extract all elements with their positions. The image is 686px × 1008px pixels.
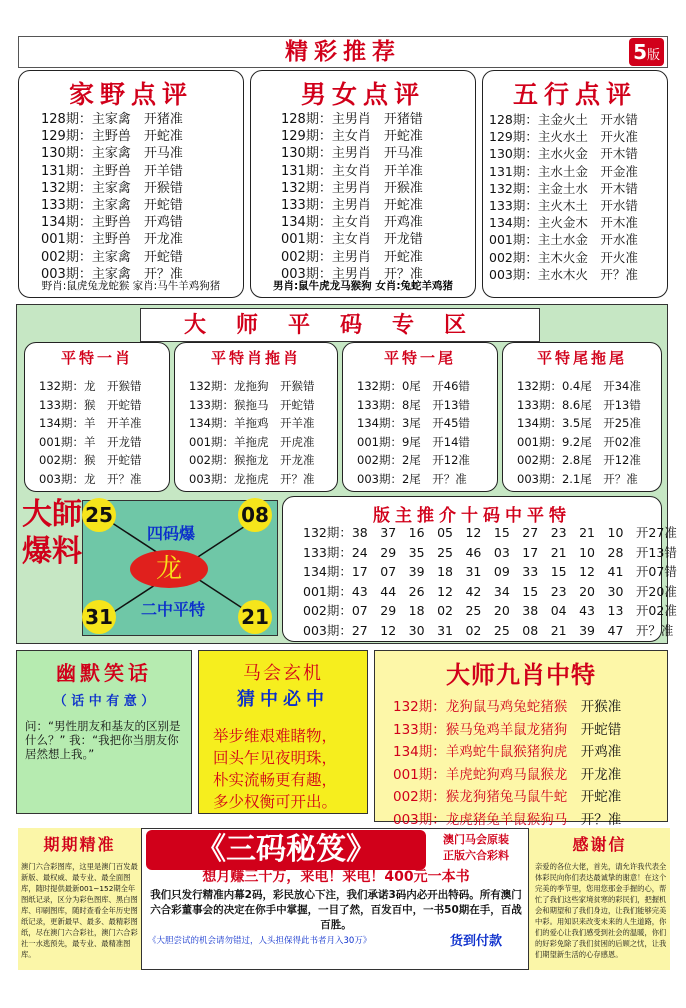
pingte-weituowei-panel (502, 342, 662, 492)
list-item: 001期：羊 开龙错 (39, 434, 142, 449)
list-item (393, 764, 667, 787)
list-item: 001期：主女肖 开龙错 (281, 232, 423, 248)
joke-body: 问：“男性朋友和基友的区别是什么？” 我：“我把你当朋友你居然想上我。” (25, 719, 181, 761)
horse-title: 马会玄机 (243, 663, 323, 684)
pingte-weituowei-title: 平特尾拖尾 (536, 349, 627, 367)
nannv-list (251, 111, 475, 283)
page-title: 精彩推荐 (285, 38, 401, 65)
list-item (393, 696, 667, 719)
list-item: 002期：07 29 18 02 25 20 38 04 43 13 开02准 (303, 603, 677, 618)
ten-code-title: 版主推介十码中平特 (373, 506, 571, 526)
list-item: 001期：9.2尾 开02准 (517, 434, 641, 449)
cod-label: 货到付款 (450, 934, 503, 949)
jiaye-panel (18, 70, 244, 298)
list-item: 134期：羊 开羊准 (39, 416, 142, 430)
list-item: 133期：8尾 开13错 (357, 397, 470, 412)
macau-line: 澳门马会原装 (443, 833, 509, 846)
joke-subtitle: （ 话 中 有 意 ） (53, 694, 155, 709)
baoliao-bottom-text: 二中平特 (141, 600, 206, 619)
nannv-footer: 男肖:鼠牛虎龙马猴狗 女肖:兔蛇羊鸡猪 (272, 280, 454, 292)
list-item: 134期：3尾 开45错 (357, 416, 470, 430)
list-item: 133期：主火木土 开水错 (489, 198, 638, 214)
nine-panel (374, 650, 668, 828)
list-item: 134期：17 07 39 18 31 09 33 15 12 41 开07错 (303, 564, 677, 579)
list-item: 003期：龙 开？准 (39, 471, 142, 486)
pingte-yiwei-title: 平特一尾 (383, 349, 456, 367)
list-item: 132期：0尾 开46错 (357, 379, 470, 393)
version-suffix: 版 (646, 48, 660, 63)
list-item: 128期：主金火土 开水错 (489, 112, 638, 127)
macau-label (426, 832, 526, 864)
list-item: 002期：2.8尾 开12准 (517, 453, 641, 467)
list-item: 134期：3.5尾 开25准 (517, 416, 641, 430)
list-item: 001期：主土水金 开水准 (489, 232, 638, 248)
pingte-xiaotuoxiao-list (175, 377, 337, 488)
list-item: 003期：龙拖虎 开？准 (189, 471, 315, 486)
jiaye-footer: 野肖:鼠虎兔龙蛇猴 家肖:马牛羊鸡狗猪 (41, 280, 221, 292)
qq-panel (18, 828, 142, 970)
ball-top-right: 08 (238, 498, 272, 532)
list-item: 133期：8.6尾 开13错 (517, 397, 641, 412)
thank-title: 感谢信 (572, 835, 627, 854)
nine-row-picks: 002期：猴龙狗猪兔马鼠牛蛇 (393, 789, 568, 805)
pingte-xiaotuoxiao-title: 平特肖拖肖 (210, 349, 301, 367)
list-item: 002期：主木火金 开火准 (489, 249, 638, 265)
poem-line: 回头乍见夜明珠， (213, 749, 338, 767)
list-item: 131期：主野兽 开羊错 (41, 163, 183, 179)
nine-row-picks: 001期：羊虎蛇狗鸡马鼠猴龙 (393, 766, 568, 783)
nannv-panel (250, 70, 476, 298)
list-item: 003期：2.1尾 开？准 (517, 471, 638, 486)
wuxing-list (483, 111, 667, 283)
list-item: 003期：主男肖 开？准 (281, 266, 423, 282)
list-item: 134期：主女肖 开鸡准 (281, 215, 423, 231)
list-item: 001期：9尾 开14错 (357, 434, 470, 449)
list-item: 130期：主水火金 开木错 (489, 146, 638, 162)
horse-panel (198, 650, 368, 814)
list-item (393, 741, 667, 764)
nine-row-picks: 003期：龙虎猪兔羊鼠猴狗马 (393, 811, 568, 828)
list-item: 129期：主火水土 开火准 (489, 129, 638, 145)
list-item: 131期：主女肖 开羊准 (281, 163, 423, 179)
list-item: 133期：24 29 35 25 46 03 17 21 10 28 开13错 (303, 544, 677, 560)
list-item: 133期：猴拖马 开蛇错 (189, 397, 315, 412)
pingte-yixiao-list (25, 377, 169, 488)
list-item: 134期：主火金木 开木准 (489, 215, 638, 231)
list-item: 132期：龙拖狗 开猴错 (189, 379, 315, 393)
pingte-xiaotuoxiao-panel (174, 342, 338, 492)
ball-bottom-right: 21 (238, 600, 272, 634)
horse-subtitle: 猜中必中 (237, 689, 329, 710)
list-item: 133期：主男肖 开蛇准 (281, 198, 423, 214)
ball-top-left: 25 (82, 498, 116, 532)
nine-row-picks: 134期：羊鸡蛇牛鼠猴猪狗虎 (393, 744, 568, 760)
qq-title: 期期精准 (43, 835, 116, 854)
list-item: 132期：主男肖 开猴准 (281, 180, 423, 196)
joke-title: 幽默笑话 (56, 661, 152, 685)
list-item: 001期：主野兽 开龙准 (41, 232, 183, 248)
wuxing-panel (482, 70, 668, 298)
ten-code-list (283, 523, 677, 640)
nine-row-result: 开鸡准 (580, 744, 622, 760)
pingte-yixiao-panel (24, 342, 170, 492)
book-description: 我们只发行精准内幕2码，彩民放心下注，我们承诺3码内必开出特码。所有澳门六合彩董事会的决定在你手中掌握，一目了然，百发百中，一书50期在手，百战百胜。 (150, 889, 522, 931)
nine-row-result: 开猴准 (580, 699, 622, 715)
baoliao-top-text: 四码爆 (147, 524, 196, 543)
nine-row-result: 开？准 (580, 811, 622, 828)
nine-row-result: 开龙准 (580, 766, 622, 783)
baoliao-center: 龙 (130, 550, 208, 588)
nannv-title: 男女点评 (300, 80, 425, 109)
list-item: 002期：猴 开蛇错 (39, 453, 142, 467)
book-title: 《三码秘笈》 (146, 830, 426, 870)
pingte-yiwei-list (343, 377, 497, 488)
list-item: 128期：主家禽 开猪准 (41, 112, 183, 127)
poem-line: 多少权衡可开出。 (213, 793, 338, 811)
slogan: 想月赚三十万，来电！来电！400元一本书 (202, 869, 470, 885)
list-item: 132期：0.4尾 开34准 (517, 379, 641, 393)
nine-row-result: 开蛇错 (580, 721, 622, 738)
list-item: 003期：27 12 30 31 02 25 08 21 39 47 开？准 (303, 622, 674, 638)
macau-line: 正版六合彩料 (443, 849, 509, 862)
baoliao-label: 大師爆料 (22, 497, 82, 569)
nine-row-picks: 132期：龙狗鼠马鸡兔蛇猪猴 (393, 699, 568, 715)
list-item: 128期：主男肖 开猪错 (281, 112, 423, 127)
qq-body: 澳门六合彩图库，这里是澳门百发最新版、最权威、最专业、最全面图库，随时提供最新001~152期全年图纸记录，区分为彩色图库、黑白图库、印刷图库，随时查看全年历史图纸记录，更新最早、最多、最精彩图纸，尽在澳门六合彩社，澳门六合彩社一水逃预先，最专业、最精准图库。 (21, 862, 138, 959)
list-item: 002期：主男肖 开蛇准 (281, 249, 423, 265)
master-title: 大师平码专区 (140, 308, 540, 342)
list-item: 003期：2尾 开？准 (357, 471, 467, 486)
list-item (393, 719, 667, 742)
nine-list (375, 690, 667, 831)
list-item: 130期：主男肖 开马准 (281, 146, 423, 162)
list-item: 133期：猴 开蛇错 (39, 397, 142, 412)
list-item: 001期：羊拖虎 开虎准 (189, 434, 315, 449)
wuxing-title: 五行点评 (512, 80, 637, 109)
list-item: 002期：2尾 开12准 (357, 453, 470, 467)
poem-line: 举步维艰难睹物， (213, 727, 338, 745)
list-item: 134期：主野兽 开鸡错 (41, 215, 183, 231)
thank-panel (528, 828, 670, 970)
pingte-yiwei-panel (342, 342, 498, 492)
thank-body: 亲爱的各位大佬，首先，请允许我代表全体彩民向你们表达最诚挚的谢意！在这个完美的季节里，您用您那金手握的心，帮忙了我们这些家境贫寒的彩民们，把握机会和期望和了我们身边，让我们能够完美中彩。用知识来改变未来的人生道路，你们的爱心让我们感受到社会的温暖，你们的好彩免除了我们贫困的后顾之忧，让我们期望新生活的心存感恩。 (535, 862, 667, 959)
joke-panel (16, 650, 192, 814)
poem-line: 朴实流畅更有趣， (213, 771, 338, 789)
pingte-weituowei-list (503, 377, 661, 488)
list-item: 002期：主家禽 开蛇错 (41, 249, 183, 265)
list-item: 134期：羊拖鸡 开羊准 (189, 416, 315, 430)
list-item: 002期：猴拖龙 开龙准 (189, 453, 315, 467)
version-number: 5 (633, 40, 647, 64)
nine-row-picks: 133期：猴马兔鸡羊鼠龙猪狗 (393, 721, 568, 738)
horse-poem (199, 711, 367, 813)
list-item: 129期：主野兽 开蛇准 (41, 129, 183, 145)
pingte-yixiao-title: 平特一肖 (60, 349, 133, 367)
nine-row-result: 开蛇准 (580, 789, 622, 805)
ball-bottom-left: 31 (82, 600, 116, 634)
list-item: 133期：主家禽 开蛇错 (41, 198, 183, 214)
nine-title: 大师九肖中特 (446, 660, 596, 689)
jiaye-title: 家野点评 (68, 80, 193, 109)
list-item: 003期：主家禽 开？准 (41, 266, 183, 282)
list-item: 132期：龙 开猴错 (39, 379, 142, 393)
page-header (18, 36, 668, 68)
list-item: 003期：主水木火 开？准 (489, 266, 638, 282)
list-item: 130期：主家禽 开马准 (41, 146, 183, 162)
list-item: 001期：43 44 26 12 42 34 15 23 20 30 开20准 (303, 583, 677, 599)
list-item: 132期：主家禽 开猴错 (41, 180, 183, 196)
list-item: 132期：主金土水 开木错 (489, 180, 638, 196)
ten-code-panel (282, 496, 677, 642)
list-item: 132期：38 37 16 05 12 15 27 23 21 10 开27准 (303, 525, 677, 540)
list-item (393, 786, 667, 809)
guarantee-note: 《大胆尝试的机会请勿错过，人头担保得此书者月入30万》 (148, 936, 372, 946)
jiaye-list (19, 111, 243, 283)
list-item: 129期：主女肖 开蛇准 (281, 129, 423, 145)
list-item: 131期：主水土金 开金准 (489, 163, 638, 179)
version-badge (629, 38, 664, 66)
